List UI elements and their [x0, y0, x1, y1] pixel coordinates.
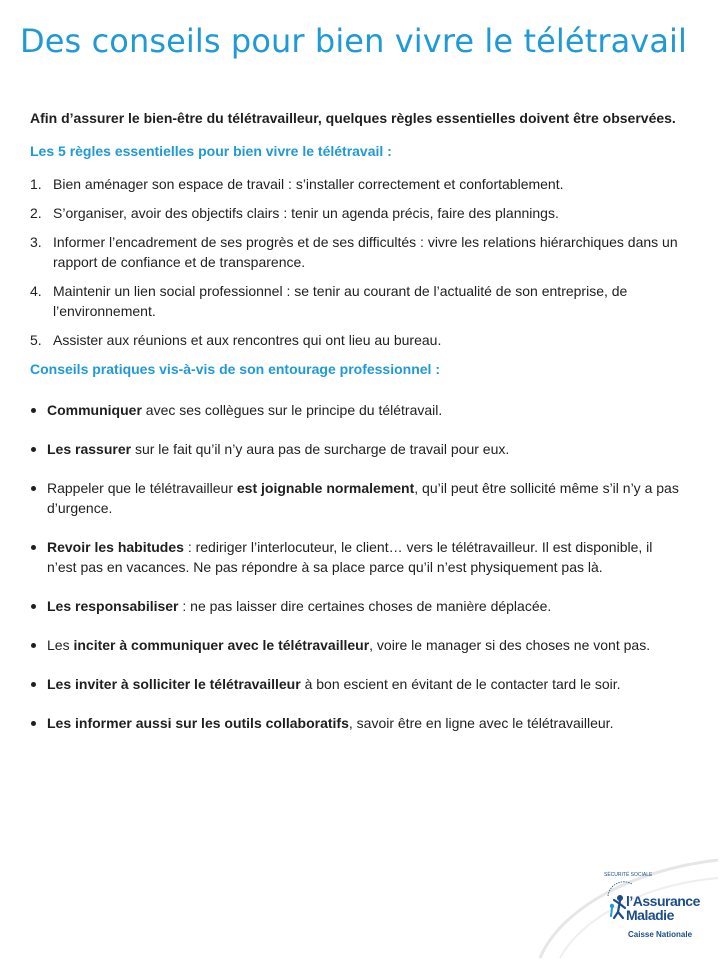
rule-item — [30, 330, 680, 350]
rule-text: S’organiser, avoir des objectifs clairs : tenir un agenda précis, faire des plannings. — [53, 205, 559, 221]
tip-item — [30, 674, 680, 694]
tip-bold: Communiquer — [47, 402, 142, 418]
tip-item — [30, 635, 680, 655]
rule-number: 4. — [30, 283, 42, 299]
tip-item — [30, 537, 680, 577]
tip-bold: Revoir les habitudes — [47, 539, 184, 555]
tip-text: avec ses collègues sur le principe du télétravail. — [141, 402, 443, 418]
rule-item — [30, 281, 680, 321]
tip-item — [30, 713, 680, 733]
tip-text: Rappeler que le télétravailleur — [47, 480, 237, 496]
tips-list — [30, 400, 680, 733]
tip-text: , qu’il peut être sollicité même s’il n’y a pas d’urgence. — [47, 480, 679, 516]
rule-number: 2. — [30, 205, 42, 221]
tip-text: , savoir être en ligne avec le télétravailleur. — [348, 715, 614, 731]
rules-heading: Les 5 règles essentielles pour bien vivre le télétravail : — [30, 143, 392, 159]
tip-item — [30, 478, 680, 518]
tip-text: , voire le manager si des choses ne vont pas. — [369, 637, 651, 653]
tip-bold: est joignable normalement — [236, 480, 415, 496]
tip-text: à bon escient en évitant de le contacter tard le soir. — [300, 676, 621, 692]
rule-text: Informer l’encadrement de ses progrès et de ses difficultés : vivre les relations hiérarchiques dans un rapport de confiance et de transparence. — [53, 234, 678, 270]
logo-line1: l’Assurance — [626, 893, 700, 909]
logo-arc-text: SÉCURITÉ SOCIALE — [604, 872, 653, 878]
tip-text: : rediriger l’interlocuteur, le client… vers le télétravailleur. Il est disponible, il n’est pas en vacances. Ne pas répondre à sa place parce qu’il n’est physiquement pas là. — [47, 539, 653, 575]
rule-number: 3. — [30, 234, 42, 250]
tip-text: : ne pas laisser dire certaines choses de manière déplacée. — [178, 598, 552, 614]
tip-bold: inciter à communiquer avec le télétravailleur — [73, 637, 370, 653]
rule-item — [30, 174, 680, 194]
tip-item — [30, 596, 680, 616]
logo-line2: Maladie — [626, 907, 674, 923]
tip-text: sur le fait qu’il n’y aura pas de surcharge de travail pour eux. — [131, 441, 510, 457]
intro-paragraph: Afin d’assurer le bien-être du télétravailleur, quelques règles essentielles doivent être observées. — [30, 110, 676, 126]
tips-heading: Conseils pratiques vis-à-vis de son entourage professionnel : — [30, 361, 440, 377]
tip-item — [30, 439, 680, 459]
page-title: Des conseils pour bien vivre le télétravail — [20, 22, 688, 60]
tip-bold: Les responsabiliser — [47, 598, 179, 614]
rule-item — [30, 232, 680, 272]
tip-bold: Les informer aussi sur les outils collaboratifs — [47, 715, 349, 731]
tip-text: Les — [47, 637, 74, 653]
assurance-maladie-logo — [600, 872, 710, 952]
tip-bold: Les inviter à solliciter le télétravailleur — [47, 676, 301, 692]
tip-bold: Les rassurer — [47, 441, 132, 457]
tip-item — [30, 400, 680, 420]
rules-list — [30, 174, 680, 350]
rule-item — [30, 203, 680, 223]
rule-text: Maintenir un lien social professionnel : se tenir au courant de l’actualité de son entreprise, de l’environnement. — [53, 283, 628, 319]
rule-text: Bien aménager son espace de travail : s’installer correctement et confortablement. — [53, 176, 564, 192]
logo-line3: Caisse Nationale — [628, 930, 693, 939]
document-body — [30, 108, 680, 752]
rule-number: 5. — [30, 332, 42, 348]
rule-text: Assister aux réunions et aux rencontres qui ont lieu au bureau. — [53, 332, 442, 348]
rule-number: 1. — [30, 176, 42, 192]
